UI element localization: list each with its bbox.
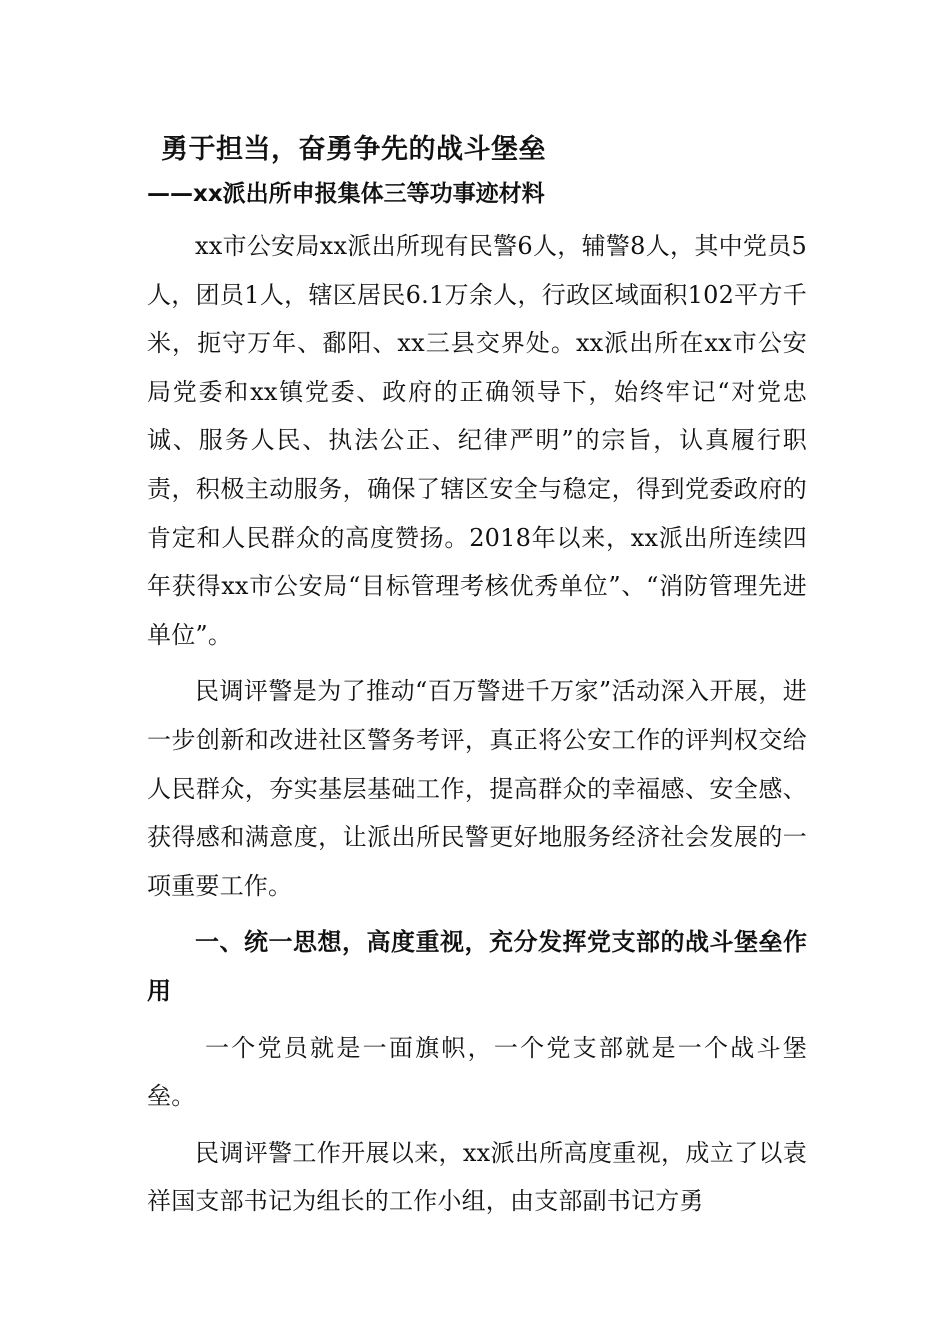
body-paragraph-2: 民调评警是为了推动“百万警进千万家”活动深入开展，进一步创新和改进社区警务考评，真正将公安工作的评判权交给人民群众，夯实基层基础工作，提高群众的幸福感、安全感、获得感和满意度，让派出所民警更好地服务经济社会发展的一项重要工作。 bbox=[147, 677, 807, 900]
body-paragraph-4: 民调评警工作开展以来，xx派出所高度重视，成立了以袁祥国支部书记为组长的工作小组，由支部副书记方勇 bbox=[147, 1138, 807, 1216]
body-paragraph-1: xx市公安局xx派出所现有民警6人，辅警8人，其中党员5人，团员1人，辖区居民6.1万余人，行政区域面积102平方千米，扼守万年、鄱阳、xx三县交界处。xx派出所在xx市公安局党委和xx镇党委、政府的正确领导下，始终牢记“对党忠诚、服务人民、执法公正、纪律严明”的宗旨，认真履行职责，积极主动服务，确保了辖区安全与稳定，得到党委政府的肯定和人民群众的高度赞扬。2018年以来，xx派出所连续四年获得xx市公安局“目标管理考核优秀单位”、“消防管理先进单位”。 bbox=[147, 232, 807, 649]
document-page bbox=[147, 126, 807, 1234]
document-subtitle: ——xx派出所申报集体三等功事迹材料 bbox=[147, 181, 545, 207]
section-heading-1: 一、统一思想，高度重视，充分发挥党支部的战斗堡垒作用 bbox=[147, 928, 807, 1005]
body-paragraph-3: 一个党员就是一面旗帜，一个党支部就是一个战斗堡垒。 bbox=[147, 1033, 807, 1111]
document-title: 勇于担当，奋勇争先的战斗堡垒 bbox=[161, 134, 546, 165]
